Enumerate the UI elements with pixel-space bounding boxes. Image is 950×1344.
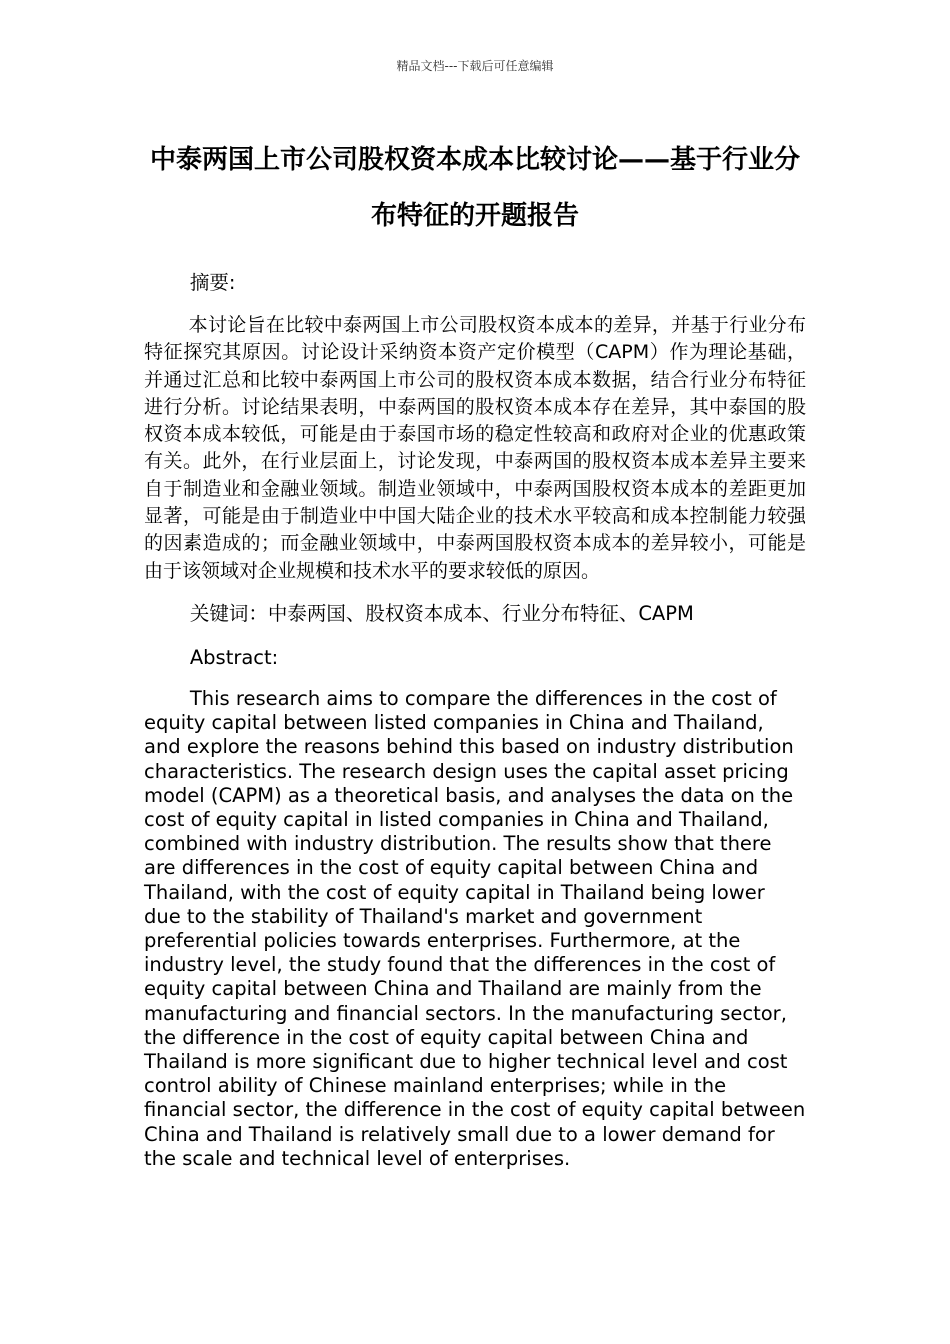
abstract-label-cn: 摘要: xyxy=(189,271,236,294)
abstract-paragraph-cn: 本讨论旨在比较中泰两国上市公司股权资本成本的差异，并基于行业分布特征探究其原因。讨论设计采纳资本资产定价模型（CAPM）作为理论基础，并通过汇总和比较中泰两国上市公司的股权资本成本数据，结合行业分布特征进行分析。讨论结果表明，中泰两国的股权资本成本存在差异，其中泰国的股权资本成本较低，可能是由于泰国市场的稳定性较高和政府对企业的优惠政策有关。此外，在行业层面上，讨论发现，中泰两国的股权资本成本差异主要来自于制造业和金融业领域。制造业领域中，中泰两国股权资本成本的差距更加显著，可能是由于制造业中中国大陆企业的技术水平较高和成本控制能力较强的因素造成的；而金融业领域中，中泰两国股权资本成本的差异较小，可能是由于该领域对企业规模和技术水平的要求较低的原因。 xyxy=(144,314,806,582)
document-body xyxy=(144,268,806,1171)
document-title: 中泰两国上市公司股权资本成本比较讨论——基于行业分布特征的开题报告 xyxy=(149,145,800,231)
page-header-note: 精品文档---下载后可任意编辑 xyxy=(396,59,554,73)
abstract-paragraph-en: This research aims to compare the differences in the cost of equity capital between listed companies in China and Thailand, and explore the reasons behind this based on industry distribution characteristics. The research design uses the capital asset pricing model (CAPM) as a theoretical basis, and analyses the data on the cost of equity capital in listed companies in China and Thailand, combined with industry distribution. The results show that there are differences in the cost of equity capital between China and Thailand, with the cost of equity capital in Thailand being lower due to the stability of Thailand's market and government preferential policies towards enterprises. Furthermore, at the industry level, the study found that the differences in the cost of equity capital between China and Thailand are mainly from the manufacturing and financial sectors. In the manufacturing sector, the difference in the cost of equity capital between China and Thailand is more significant due to higher technical level and cost control ability of Chinese mainland enterprises; while in the financial sector, the difference in the cost of equity capital between China and Thailand is relatively small due to a lower demand for the scale and technical level of enterprises. xyxy=(144,686,806,1170)
abstract-label-en: Abstract: xyxy=(189,645,279,669)
keywords-cn: 关键词：中泰两国、股权资本成本、行业分布特征、CAPM xyxy=(189,601,694,625)
